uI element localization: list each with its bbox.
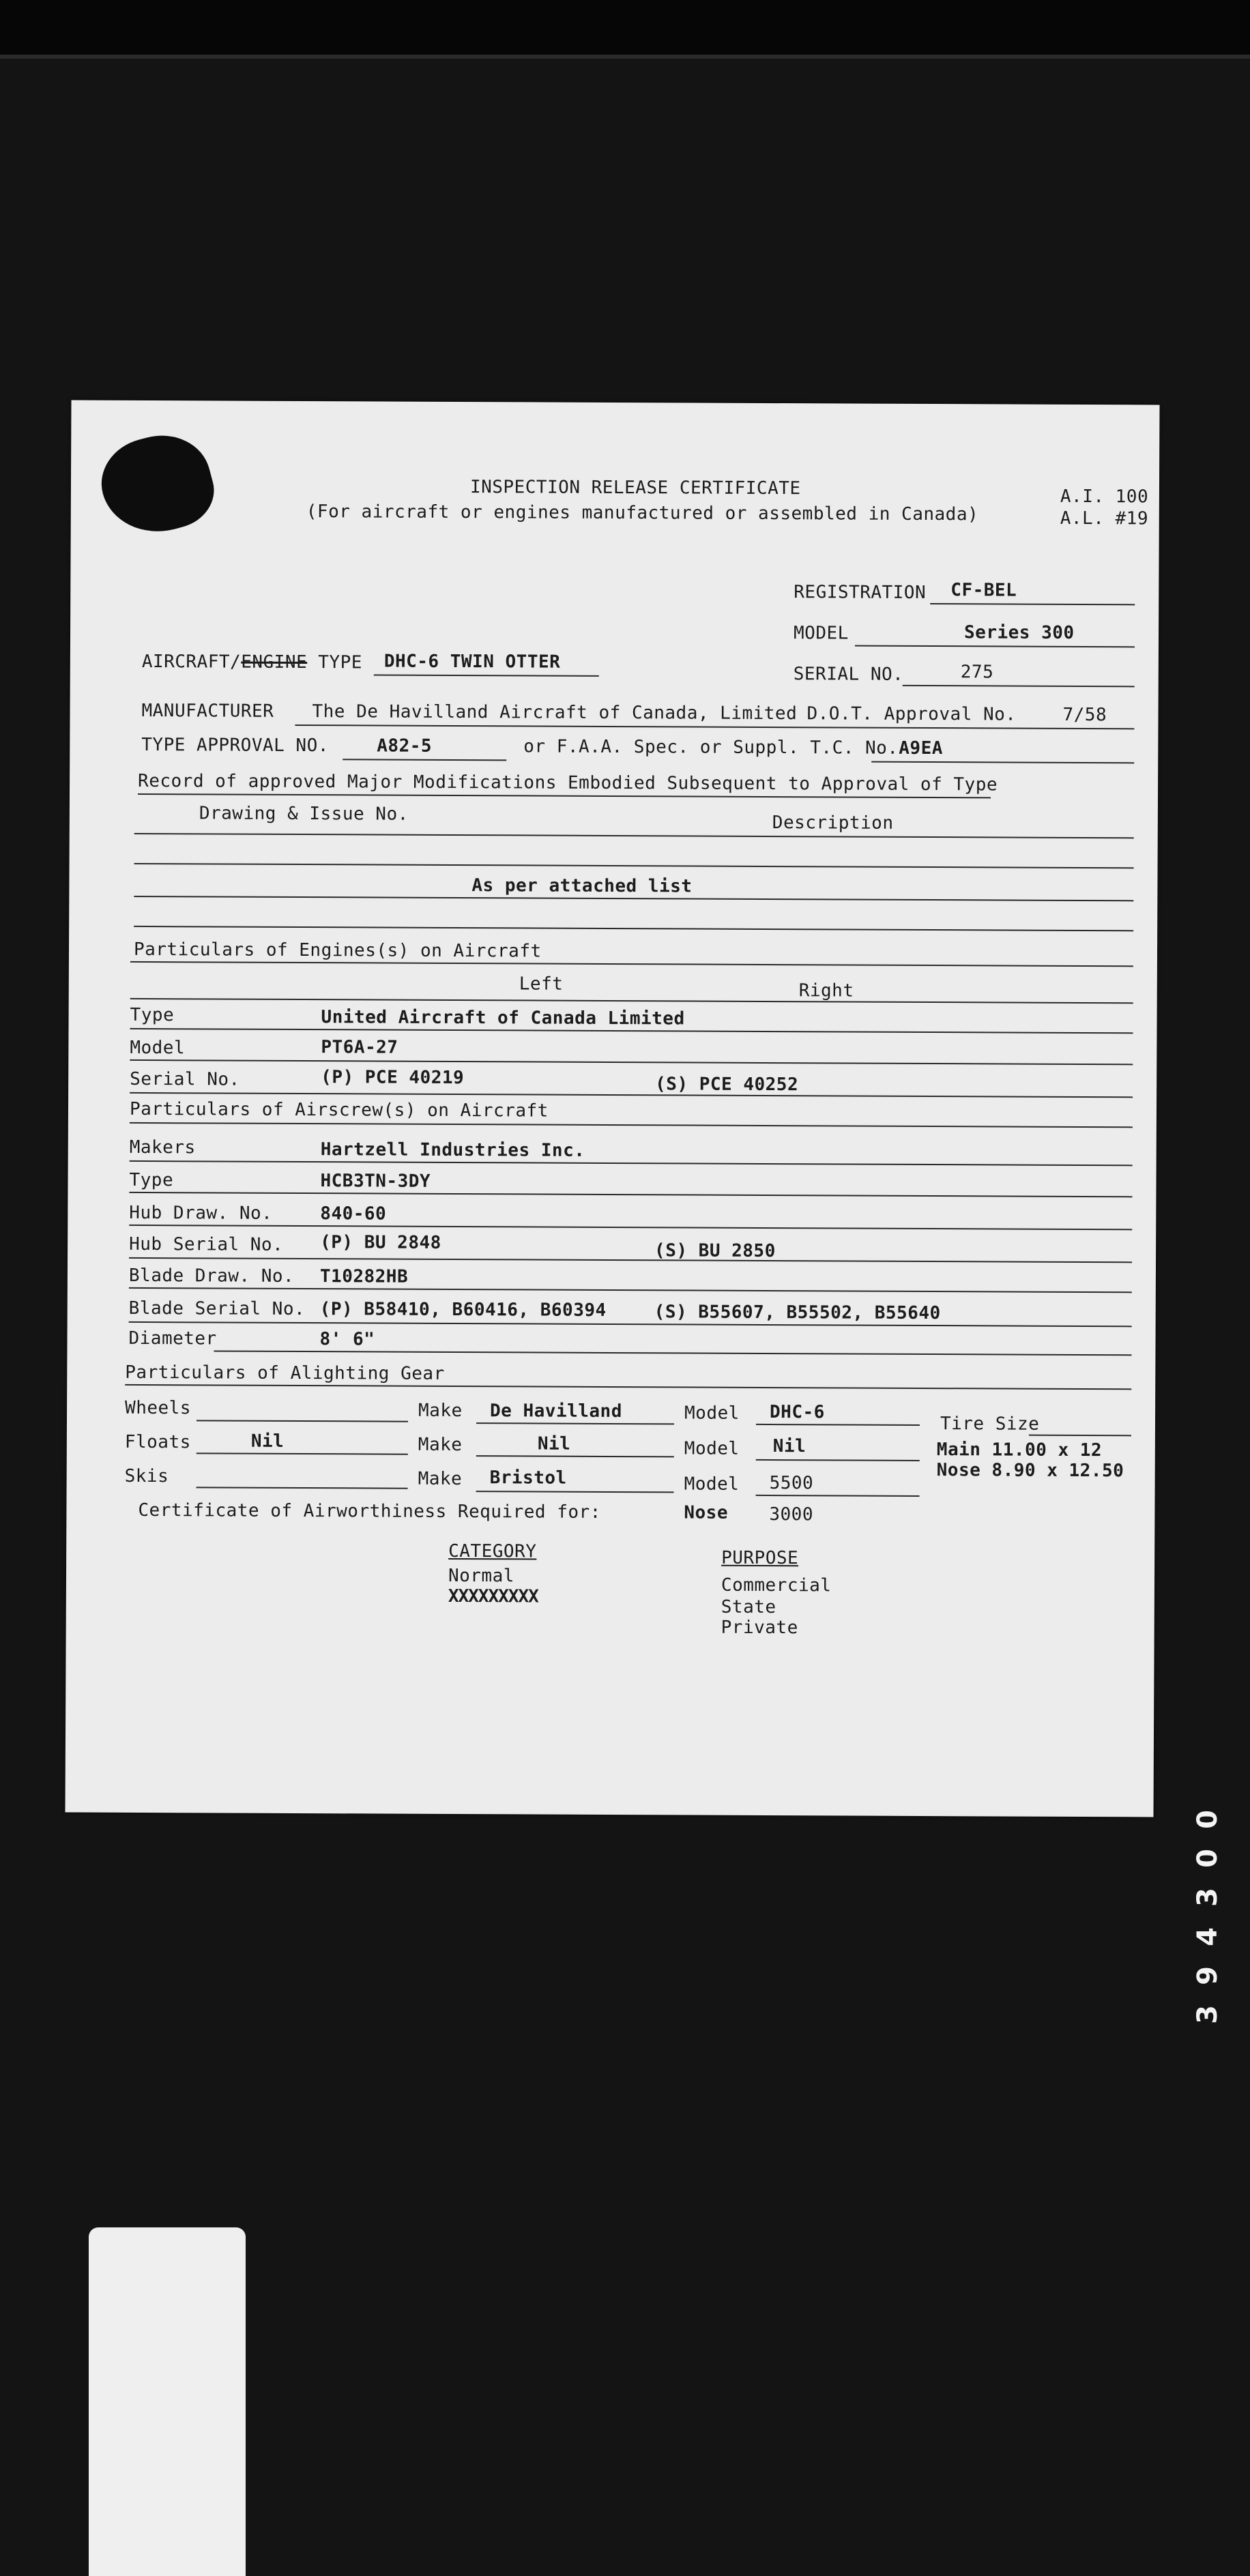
hub-draw-label: Hub Draw. No. xyxy=(129,1202,273,1224)
document-subtitle: (For aircraft or engines manufactured or assembled in Canada) xyxy=(306,501,979,525)
engines-heading-line xyxy=(130,961,1133,967)
dot-approval-label: D.O.T. Approval No. xyxy=(806,703,1017,725)
amendment-number: A.L. #19 xyxy=(1060,508,1149,529)
hub-draw-value: 840-60 xyxy=(320,1203,387,1225)
modifications-entry: As per attached list xyxy=(471,875,693,897)
blade-serial-line xyxy=(129,1321,1132,1327)
engine-model-value: PT6A-27 xyxy=(321,1037,398,1058)
frame-number xyxy=(1191,1804,1225,2030)
serial-line xyxy=(903,685,1135,687)
wheels-label: Wheels xyxy=(125,1397,192,1419)
airscrew-makers-value: Hartzell Industries Inc. xyxy=(320,1139,585,1161)
category-struck: XXXXXXXXX xyxy=(448,1585,538,1607)
blade-draw-label: Blade Draw. No. xyxy=(128,1265,295,1287)
certificate-document xyxy=(65,400,1159,1817)
floats-model-line xyxy=(756,1459,920,1461)
category-normal: Normal xyxy=(448,1565,514,1587)
airscrew-type-line xyxy=(129,1192,1132,1197)
floats-label: Floats xyxy=(124,1431,191,1453)
frame-digit: 3 xyxy=(1192,2005,1223,2024)
engine-type-value: United Aircraft of Canada Limited xyxy=(321,1007,685,1029)
manufacturer-label: MANUFACTURER xyxy=(141,700,274,722)
engine-serial-label: Serial No. xyxy=(130,1068,240,1090)
model-label: MODEL xyxy=(793,623,849,644)
wheels-model-line xyxy=(756,1424,920,1426)
airscrew-type-value: HCB3TN-3DY xyxy=(320,1171,431,1192)
engine-model-label: Model xyxy=(130,1037,186,1059)
hub-draw-line xyxy=(129,1225,1132,1230)
struck-engine-word: ENGINE xyxy=(241,652,308,673)
hub-serial-label: Hub Serial No. xyxy=(129,1233,284,1255)
wheels-make-value: De Havilland xyxy=(489,1401,622,1422)
diameter-line xyxy=(214,1350,1131,1356)
blade-draw-line xyxy=(129,1287,1132,1293)
frame-digit: 0 xyxy=(1192,1849,1223,1869)
blade-serial-left: (P) B58410, B60416, B60394 xyxy=(319,1299,607,1321)
floats-line xyxy=(197,1452,408,1454)
document-title: INSPECTION RELEASE CERTIFICATE xyxy=(469,477,801,499)
category-heading: CATEGORY xyxy=(448,1540,537,1562)
faa-spec-line xyxy=(871,761,1134,764)
floats-value: Nil xyxy=(250,1431,285,1452)
skis-make-line xyxy=(476,1491,674,1493)
floats-make-value: Nil xyxy=(537,1433,571,1454)
modifications-heading: Record of approved Major Modifications Embodied Subsequent to Approval of Type xyxy=(138,770,998,795)
certificate-label: Certificate of Airworthiness Required for: xyxy=(138,1499,601,1523)
type-approval-value: A82-5 xyxy=(377,735,433,757)
modifications-line-3 xyxy=(134,896,1133,901)
frame-digit: 9 xyxy=(1192,1965,1223,1985)
wheels-line xyxy=(197,1420,408,1422)
floats-make-line xyxy=(476,1455,674,1457)
diameter-value: 8' 6" xyxy=(319,1329,375,1350)
hub-serial-right: (S) BU 2850 xyxy=(654,1240,776,1262)
skis-line xyxy=(197,1487,408,1489)
faa-spec-label: or F.A.A. Spec. or Suppl. T.C. No. xyxy=(523,736,899,759)
aircraft-type-label: AIRCRAFT/ENGINE TYPE xyxy=(141,651,363,673)
serial-label: SERIAL NO. xyxy=(793,664,904,685)
manufacturer-value: The De Havilland Aircraft of Canada, Limited xyxy=(312,701,798,724)
airscrews-heading-line xyxy=(130,1122,1133,1128)
airscrew-makers-line xyxy=(130,1160,1133,1166)
type-approval-label: TYPE APPROVAL NO. xyxy=(141,734,329,757)
blade-draw-value: T10282HB xyxy=(319,1266,409,1287)
description-column: Description xyxy=(772,813,894,834)
blade-serial-right: (S) B55607, B55502, B55640 xyxy=(654,1302,941,1324)
skis-make-value: Bristol xyxy=(489,1467,567,1489)
gear-heading-line xyxy=(125,1384,1131,1390)
purpose-heading: PURPOSE xyxy=(721,1547,799,1569)
frame-digit: 0 xyxy=(1192,1810,1223,1829)
film-edge-band xyxy=(0,55,1250,59)
engine-serial-left: (P) PCE 40219 xyxy=(321,1067,465,1089)
faa-spec-value: A9EA xyxy=(899,737,943,759)
wheels-model-label: Model xyxy=(684,1403,740,1424)
modifications-line-2 xyxy=(134,863,1134,868)
aircraft-type-line xyxy=(374,674,599,676)
film-top-edge xyxy=(0,0,1250,55)
tire-nose-value: Nose 8.90 x 12.50 xyxy=(936,1460,1124,1482)
wheels-make-label: Make xyxy=(418,1400,463,1422)
serial-value: 275 xyxy=(960,662,994,683)
purpose-commercial: Commercial xyxy=(721,1575,832,1596)
skis-model-value: 5500 xyxy=(769,1473,814,1494)
hub-serial-line xyxy=(129,1257,1132,1263)
frame-digit: 4 xyxy=(1192,1927,1223,1946)
drawing-issue-column: Drawing & Issue No. xyxy=(199,803,409,825)
engine-side-line xyxy=(130,998,1133,1004)
tire-size-label: Tire Size xyxy=(940,1414,1040,1435)
diameter-label: Diameter xyxy=(128,1328,217,1349)
airscrews-heading: Particulars of Airscrew(s) on Aircraft xyxy=(129,1098,549,1122)
engines-heading: Particulars of Engines(s) on Aircraft xyxy=(133,939,542,962)
modifications-line-1 xyxy=(134,833,1134,838)
skis-label: Skis xyxy=(124,1465,169,1487)
airscrew-type-label: Type xyxy=(129,1169,174,1191)
airscrew-makers-label: Makers xyxy=(129,1137,196,1158)
nose-label: Nose xyxy=(684,1502,729,1523)
film-leader-tab xyxy=(89,2227,246,2576)
dot-approval-value: 7/58 xyxy=(1062,704,1107,726)
nose-value: 3000 xyxy=(769,1504,814,1525)
engine-model-line xyxy=(130,1059,1133,1065)
type-approval-line xyxy=(343,759,506,761)
form-number: A.I. 100 xyxy=(1060,486,1149,508)
wheels-model-value: DHC-6 xyxy=(769,1402,825,1423)
engine-left-label: Left xyxy=(519,974,564,995)
skis-model-line xyxy=(756,1495,920,1497)
manufacturer-line xyxy=(295,724,1134,729)
engine-serial-line xyxy=(130,1092,1133,1098)
purpose-private: Private xyxy=(721,1617,798,1639)
engine-right-label: Right xyxy=(798,980,854,1001)
purpose-state: State xyxy=(721,1596,776,1618)
engine-type-line xyxy=(130,1028,1133,1034)
skis-make-label: Make xyxy=(418,1468,463,1490)
registration-value: CF-BEL xyxy=(950,580,1017,601)
registration-label: REGISTRATION xyxy=(794,582,927,603)
tire-main-value: Main 11.00 x 12 xyxy=(936,1439,1103,1461)
hub-serial-left: (P) BU 2848 xyxy=(320,1232,441,1253)
model-line xyxy=(855,645,1135,648)
skis-model-label: Model xyxy=(684,1474,740,1495)
gear-heading: Particulars of Alighting Gear xyxy=(125,1362,445,1384)
engine-type-label: Type xyxy=(130,1004,175,1026)
frame-digit: 3 xyxy=(1192,1888,1223,1907)
wheels-make-line xyxy=(476,1422,674,1424)
modifications-line-4 xyxy=(134,926,1133,931)
floats-model-value: Nil xyxy=(772,1436,806,1457)
aircraft-type-value: DHC-6 TWIN OTTER xyxy=(383,651,561,673)
engine-serial-right: (S) PCE 40252 xyxy=(655,1074,799,1096)
tire-size-line xyxy=(1029,1435,1131,1437)
floats-model-label: Model xyxy=(684,1438,740,1459)
blade-serial-label: Blade Serial No. xyxy=(128,1298,306,1320)
floats-make-label: Make xyxy=(418,1434,463,1456)
model-value: Series 300 xyxy=(963,622,1075,643)
registration-line xyxy=(930,603,1135,605)
